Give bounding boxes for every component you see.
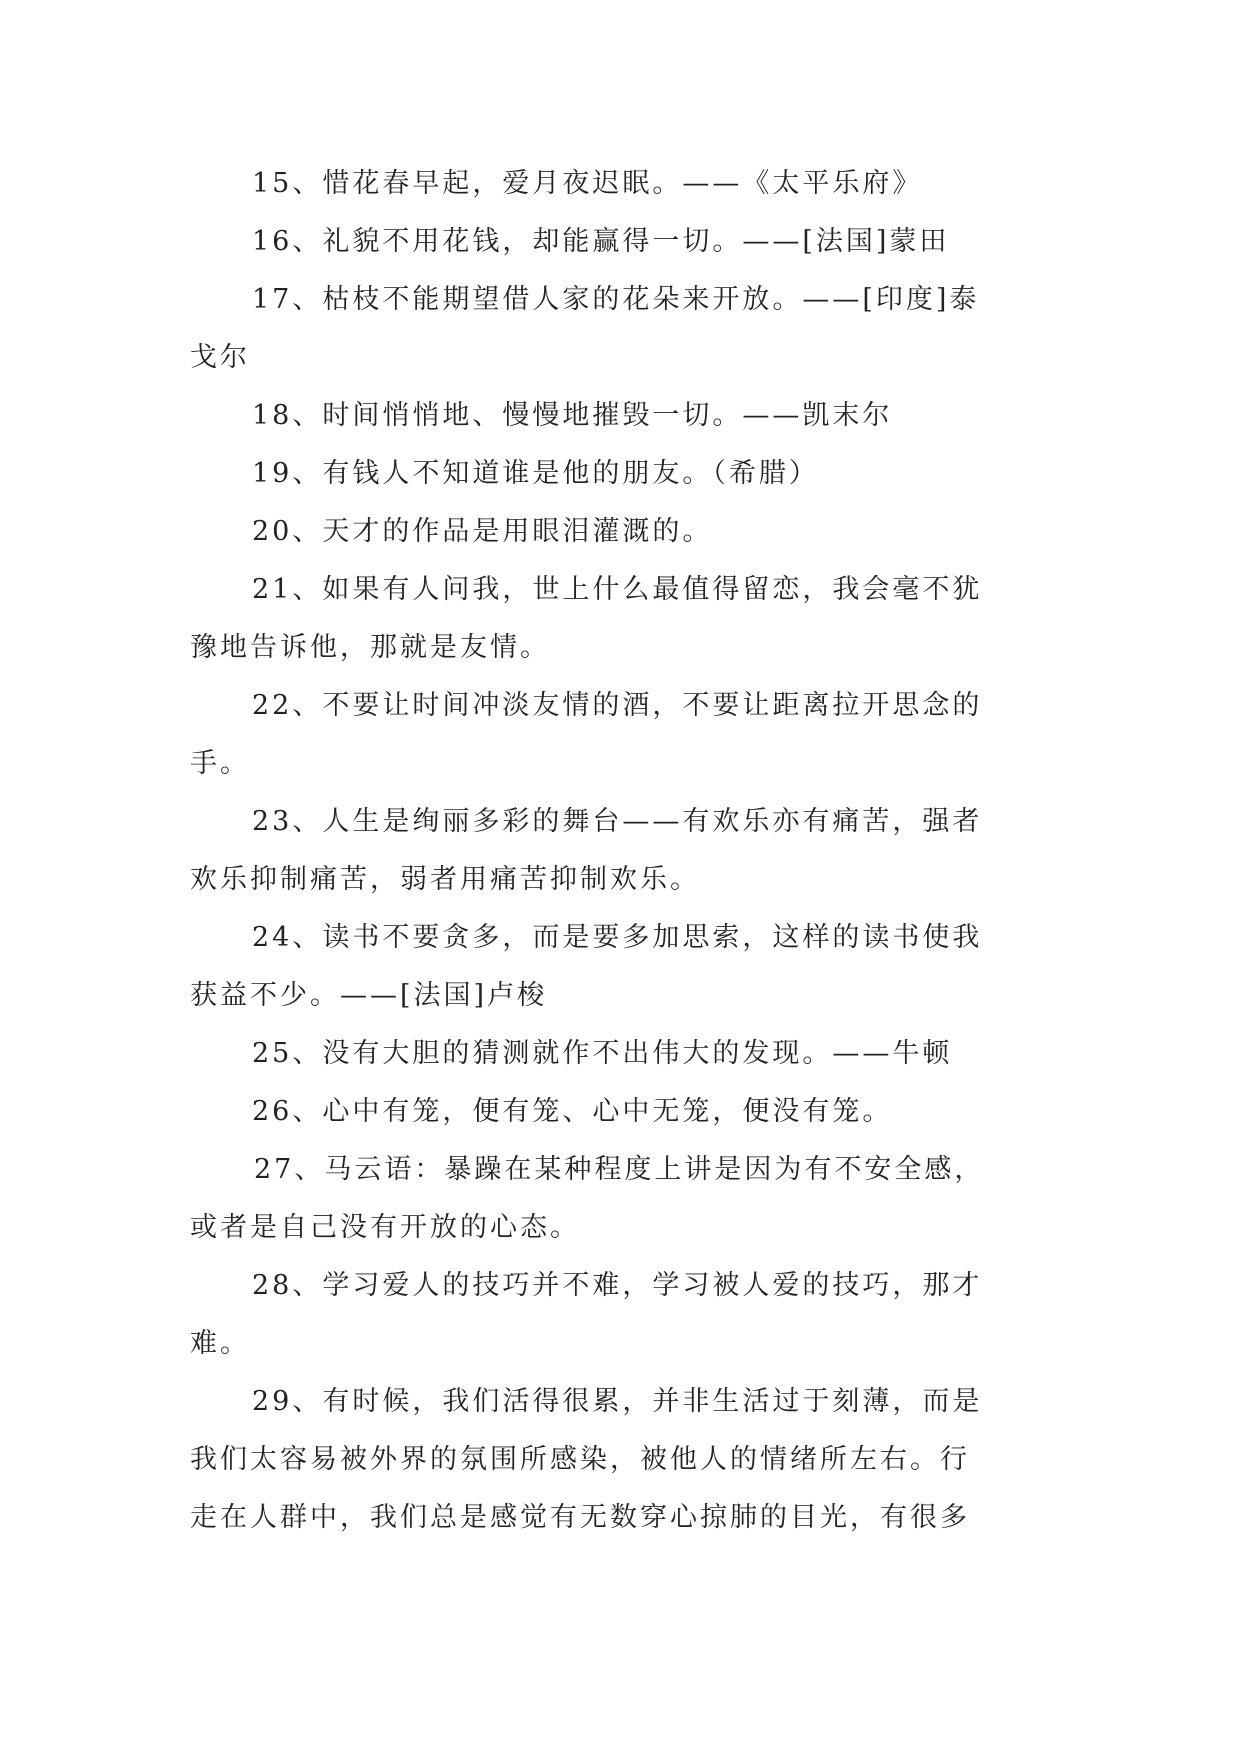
quote-paragraph-26 bbox=[190, 1083, 1050, 1141]
quote-27-line-1: 27、马云语：暴躁在某种程度上讲是因为有不安全感， bbox=[254, 1154, 985, 1185]
quote-22-line-1: 22、不要让时间冲淡友情的酒，不要让距离拉开思念的 bbox=[252, 690, 983, 721]
quote-24-line-2: 获益不少。——[法国]卢梭 bbox=[190, 980, 548, 1011]
quote-29-line-2: 我们太容易被外界的氛围所感染，被他人的情绪所左右。行 bbox=[190, 1444, 970, 1475]
quote-23-line-1: 23、人生是绚丽多彩的舞台——有欢乐亦有痛苦，强者 bbox=[252, 806, 983, 837]
quote-29-line-3: 走在人群中，我们总是感觉有无数穿心掠肺的目光，有很多 bbox=[190, 1502, 970, 1533]
quote-paragraph-29 bbox=[190, 1373, 1050, 1547]
quote-21-line-1: 21、如果有人问我，世上什么最值得留恋，我会毫不犹 bbox=[252, 574, 983, 605]
document-body bbox=[190, 155, 1050, 1547]
quote-paragraph-20 bbox=[190, 503, 1050, 561]
quote-27-line-2: 或者是自己没有开放的心态。 bbox=[190, 1212, 580, 1243]
quote-paragraph-28 bbox=[190, 1257, 1050, 1373]
quote-21-line-2: 豫地告诉他，那就是友情。 bbox=[190, 632, 550, 663]
quote-26-line-1: 26、心中有笼，便有笼、心中无笼，便没有笼。 bbox=[252, 1096, 893, 1127]
quote-paragraph-17 bbox=[190, 271, 1050, 387]
quote-24-line-1: 24、读书不要贪多，而是要多加思索，这样的读书使我 bbox=[252, 922, 983, 953]
quote-paragraph-19 bbox=[190, 445, 1050, 503]
quote-15-line-1: 15、惜花春早起，爱月夜迟眠。——《太平乐府》 bbox=[252, 168, 923, 199]
quote-paragraph-24 bbox=[190, 909, 1050, 1025]
quote-paragraph-18 bbox=[190, 387, 1050, 445]
quote-29-line-1: 29、有时候，我们活得很累，并非生活过于刻薄，而是 bbox=[252, 1386, 983, 1417]
quote-paragraph-21 bbox=[190, 561, 1050, 677]
quote-16-line-1: 16、礼貌不用花钱，却能赢得一切。——[法国]蒙田 bbox=[252, 226, 950, 257]
quote-19-line-1: 19、有钱人不知道谁是他的朋友。（希腊） bbox=[252, 458, 819, 489]
quote-23-line-2: 欢乐抑制痛苦，弱者用痛苦抑制欢乐。 bbox=[190, 864, 700, 895]
quote-17-line-2: 戈尔 bbox=[190, 342, 250, 373]
quote-28-line-1: 28、学习爱人的技巧并不难，学习被人爱的技巧，那才 bbox=[252, 1270, 983, 1301]
quote-17-line-1: 17、枯枝不能期望借人家的花朵来开放。——[印度]泰 bbox=[252, 284, 980, 315]
quote-paragraph-23 bbox=[190, 793, 1050, 909]
quote-22-line-2: 手。 bbox=[190, 748, 250, 779]
quote-18-line-1: 18、时间悄悄地、慢慢地摧毁一切。——凯末尔 bbox=[252, 400, 893, 431]
quote-paragraph-27 bbox=[190, 1141, 1050, 1257]
quote-paragraph-25 bbox=[190, 1025, 1050, 1083]
quote-paragraph-16 bbox=[190, 213, 1050, 271]
quote-20-line-1: 20、天才的作品是用眼泪灌溉的。 bbox=[252, 516, 713, 547]
quote-paragraph-22 bbox=[190, 677, 1050, 793]
quote-28-line-2: 难。 bbox=[190, 1328, 250, 1359]
quote-25-line-1: 25、没有大胆的猜测就作不出伟大的发现。——牛顿 bbox=[252, 1038, 953, 1069]
quote-paragraph-15 bbox=[190, 155, 1050, 213]
